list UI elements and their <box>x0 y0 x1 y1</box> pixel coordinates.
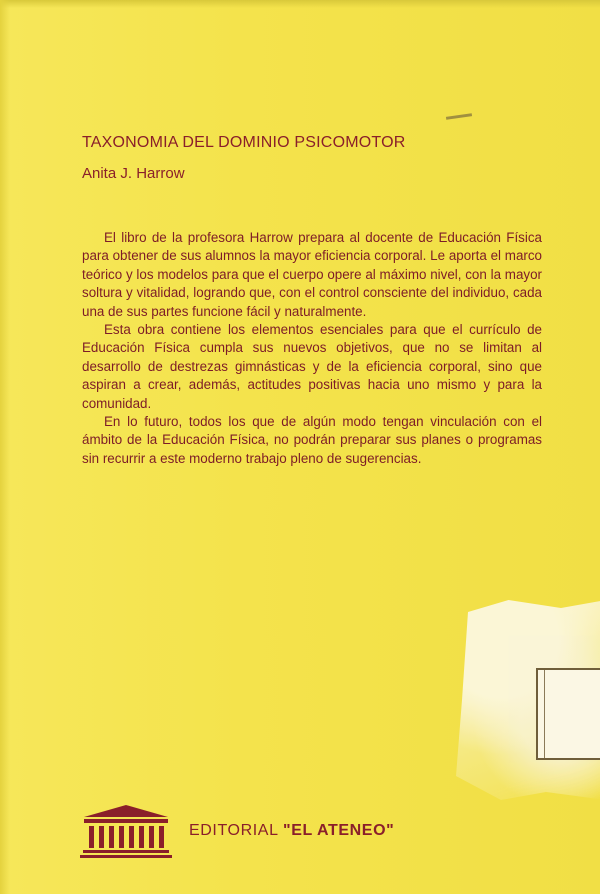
cover-top-edge <box>0 0 600 8</box>
publisher-prefix: EDITORIAL <box>189 822 278 839</box>
library-label-frame <box>536 668 600 760</box>
temple-columns-icon <box>80 803 172 859</box>
publisher-brand: "EL ATENEO" <box>283 822 395 839</box>
book-author: Anita J. Harrow <box>82 165 185 182</box>
blurb-paragraph-3: En lo futuro, todos los que de algún modo tengan vinculación con el ámbito de la Educación Física, no podrán preparar sus planes o programas sin recurrir a este moderno trabajo pleno de sugerencias. <box>82 414 542 466</box>
blurb-text <box>82 229 542 468</box>
book-title: TAXONOMIA DEL DOMINIO PSICOMOTOR <box>82 134 406 151</box>
library-label-inner-line <box>544 670 600 758</box>
blurb-paragraph-2: Esta obra contiene los elementos esenciales para que el currículo de Educación Física cumpla sus nuevos objetivos, que no se limitan al desarrollo de destrezas gimnásticas y de la eficiencia corporal, sino que aspiran a crear, además, actitudes positivas hacia uno mismo y para la comunidad. <box>82 322 542 411</box>
publisher-name <box>189 822 394 840</box>
cover-left-edge <box>0 0 10 894</box>
blurb-paragraph-1: El libro de la profesora Harrow prepara al docente de Educación Física para obtener de sus alumnos la mayor eficiencia corporal. Le aporta el marco teórico y los modelos para que el cuerpo opere al máximo nivel, con la mayor soltura y vitalidad, logrando que, con el control consciente del individuo, cada una de sus partes funcione fácil y naturalmente. <box>82 230 542 319</box>
